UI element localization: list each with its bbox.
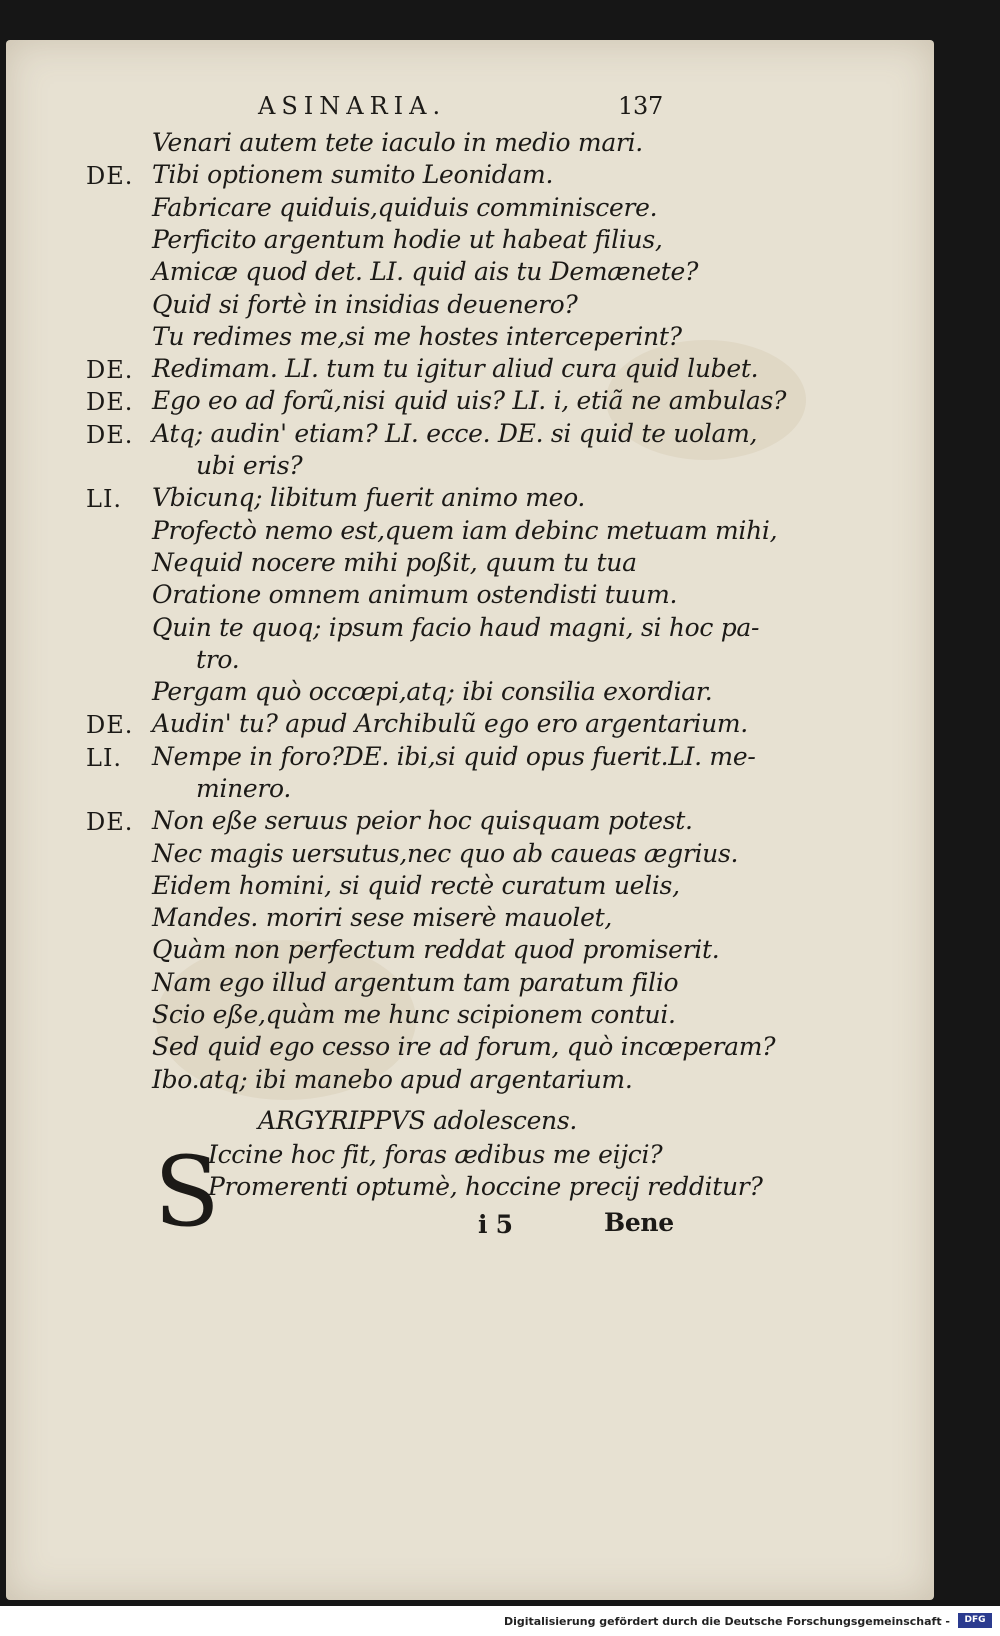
verse-line: Oratione omnem animum ostendisti tuum. <box>152 580 678 609</box>
verse-line: Sed quid ego cesso ire ad forum, quò incœperam? <box>152 1032 776 1061</box>
verse-line: Quàm non perfectum reddat quod promiserit. <box>152 935 720 964</box>
dfg-logo: DFG <box>958 1613 992 1628</box>
verse-line: ubi eris? <box>196 451 303 480</box>
footer-credit: Digitalisierung gefördert durch die Deutsche Forschungsgemeinschaft - <box>503 1615 950 1628</box>
verse-line: Non eße seruus peior hoc quisquam potest. <box>152 806 693 835</box>
page-number: 137 <box>618 92 663 120</box>
verse-line: Amicæ quod det. LI. quid ais tu Demænete? <box>152 257 699 286</box>
verse-line: Ego eo ad forũ,nisi quid uis? LI. i, etiã ne ambulas? <box>152 386 787 415</box>
speaker-label: LI. <box>86 744 123 772</box>
speaker-label: LI. <box>86 485 123 513</box>
verse-line: Vbicunq; libitum fuerit animo meo. <box>152 483 586 512</box>
running-head: ASINARIA. <box>258 92 447 120</box>
signature-mark: i 5 <box>478 1210 513 1239</box>
verse-line: Venari autem tete iaculo in medio mari. <box>152 128 643 157</box>
verse-line: tro. <box>196 645 240 674</box>
verse-line: Perficito argentum hodie ut habeat filius, <box>152 225 663 254</box>
speaker-label: DE. <box>86 808 134 836</box>
verse-line: Nequid nocere mihi poßit, quum tu tua <box>152 548 637 577</box>
verse-line: Fabricare quiduis,quiduis comminiscere. <box>152 193 658 222</box>
verse-line: Tu redimes me,si me hostes interceperint? <box>152 322 682 351</box>
verse-line: Audin' tu? apud Archibulũ ego ero argentarium. <box>152 709 748 738</box>
verse-line: Nec magis uersutus,nec quo ab caueas ægrius. <box>152 839 739 868</box>
verse-line: Tibi optionem sumito Leonidam. <box>152 160 554 189</box>
verse-line: Quin te quoq; ipsum facio haud magni, si hoc pa- <box>152 613 760 642</box>
verse-line: Mandes. moriri sese miserè mauolet, <box>152 903 612 932</box>
scene-line: Promerenti optumè, hoccine precij redditur? <box>208 1172 763 1201</box>
verse-line: Atq; audin' etiam? LI. ecce. DE. si quid te uolam, <box>152 419 758 448</box>
drop-cap: S <box>154 1136 220 1248</box>
speaker-label: DE. <box>86 711 134 739</box>
verse-line: Nam ego illud argentum tam paratum filio <box>152 968 679 997</box>
speaker-label: DE. <box>86 356 134 384</box>
verse-line: Quid si fortè in insidias deuenero? <box>152 290 578 319</box>
speaker-label: DE. <box>86 388 134 416</box>
footer-bar <box>0 1607 1000 1636</box>
scene-heading: ARGYRIPPVS adolescens. <box>258 1106 578 1135</box>
catchword: Bene <box>604 1208 674 1237</box>
verse-line: Nempe in foro?DE. ibi,si quid opus fuerit.LI. me- <box>152 742 756 771</box>
verse-line: Redimam. LI. tum tu igitur aliud cura quid lubet. <box>152 354 759 383</box>
speaker-label: DE. <box>86 162 134 190</box>
verse-line: Ibo.atq; ibi manebo apud argentarium. <box>152 1065 633 1094</box>
verse-line: Eidem homini, si quid rectè curatum uelis, <box>152 871 680 900</box>
verse-line: Profectò nemo est,quem iam debinc metuam mihi, <box>152 516 778 545</box>
verse-line: minero. <box>196 774 292 803</box>
verse-line: Pergam quò occœpi,atq; ibi consilia exordiar. <box>152 677 713 706</box>
verse-line: Scio eße,quàm me hunc scipionem contui. <box>152 1000 676 1029</box>
scene-line: Iccine hoc fit, foras ædibus me eijci? <box>208 1140 663 1169</box>
speaker-label: DE. <box>86 421 134 449</box>
